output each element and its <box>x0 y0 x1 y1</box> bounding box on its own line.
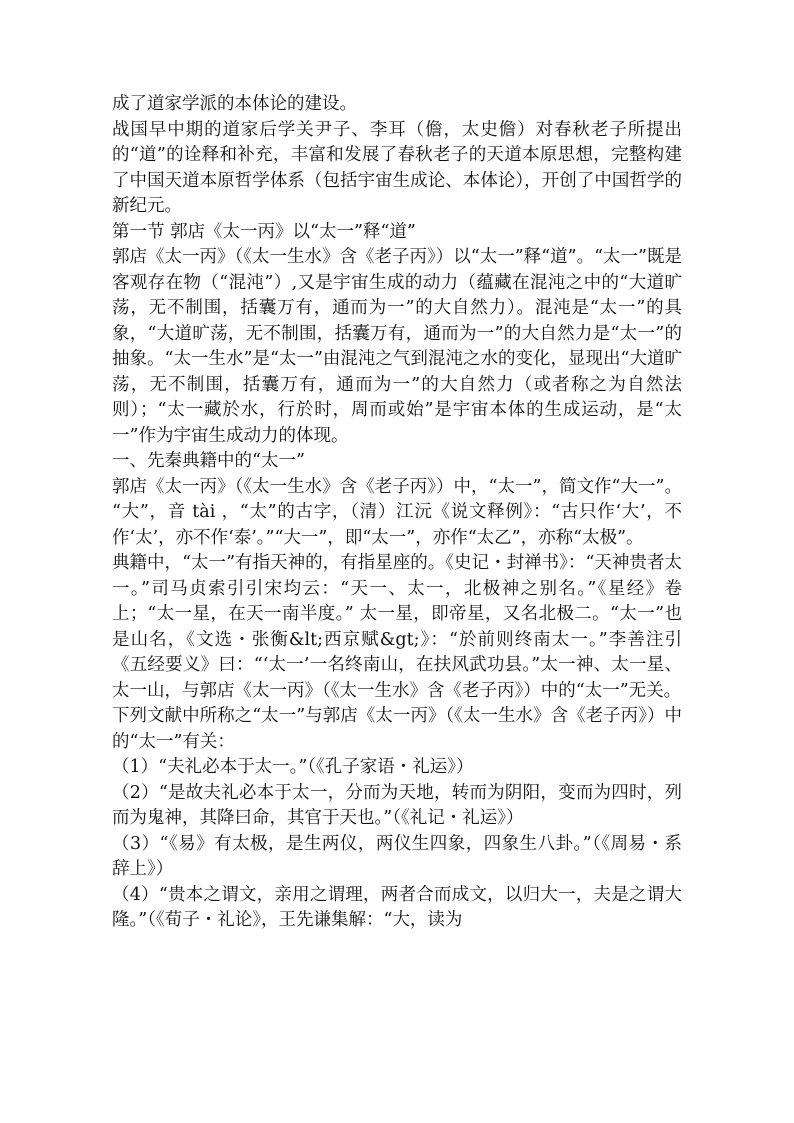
list-item-4: （4）“贵本之谓文，亲用之谓理，两者合而成文，以归大一，夫是之谓大隆。”（《荀子・礼论》，王先谦集解：“大，读为 <box>112 884 682 930</box>
document-page <box>112 92 682 934</box>
list-item-2: （2）“是故夫礼必本于太一，分而为天地，转而为阴阳，变而为四时，列而为鬼神，其降曰命，其官于天也。”（《礼记・礼运》） <box>112 782 682 828</box>
paragraph-classics: 典籍中，“太一”有指天神的，有指星座的。《史记・封禅书》：“天神贵者太一。”司马贞索引引宋均云：“天一、太一，北极神之别名。”《星经》卷上；“太一星，在天一南半度。” 太一星，即帝星，又名北极二。“太一”也是山名，《文选・张衡&lt;西京赋&gt;》：“於前则终南太一。”李善注引《五经要义》曰：“‘太一’一名终南山，在扶风武功县。”太一神、太一星、太一山，与郭店《太一丙》（《太一生水》含《老子丙》）中的“太一”无关。 <box>112 553 682 701</box>
list-item-3: （3）“《易》有太极，是生两仪，两仪生四象，四象生八卦。”（《周易・系辞上》） <box>112 833 682 879</box>
paragraph-taiyi-dao: 郭店《太一丙》（《太一生水》含《老子丙》）以“太一”释“道”。“太一”既是客观存在物（“混沌”）,又是宇宙生成的动力（蕴藏在混沌之中的“大道旷荡，无不制围，括囊万有，通而为一”的大自然力）。混沌是“太一”的具象，“大道旷荡，无不制围，括囊万有，通而为一”的大自然力是“太一”的抽象。“太一生水”是“太一”由混沌之气到混沌之水的变化，显现出“大道旷荡，无不制围，括囊万有，通而为一”的大自然力（或者称之为自然法则）；“太一藏於水，行於时，周而或始”是宇宙本体的生成运动，是“太一”作为宇宙生成动力的体现。 <box>112 247 682 446</box>
section-heading: 第一节 郭店《太一丙》以“太一”释“道” <box>112 221 416 242</box>
list-item-1: （1）“夫礼必本于太一。”（《孔子家语・礼运》） <box>112 757 474 777</box>
paragraph-intro-end: 成了道家学派的本体论的建设。 <box>112 94 357 114</box>
paragraph-guodian-taiyi: 郭店《太一丙》（《太一生水》含《老子丙》）中，“太一”，简文作“大一”。 “大”，音 tài ，“太”的古字，（清）江沅《说文释例》：“古只作‘大’，不作‘太’，亦不作‘泰’。”“大一”，即“太一”，亦作“太乙”，亦称“太极”。 <box>112 476 682 548</box>
paragraph-warring-states: 战国早中期的道家后学关尹子、李耳（儋，太史儋）对春秋老子所提出的“道”的诠释和补充，丰富和发展了春秋老子的天道本原思想，完整构建了中国天道本原哲学体系（包括宇宙生成论、本体论），开创了中国哲学的新纪元。 <box>112 119 682 216</box>
subsection-heading: 一、先秦典籍中的“太一” <box>112 451 305 471</box>
paragraph-related-texts: 下列文献中所称之“太一”与郭店《太一丙》（《太一生水》含《老子丙》）中的“太一”有关： <box>112 706 682 752</box>
